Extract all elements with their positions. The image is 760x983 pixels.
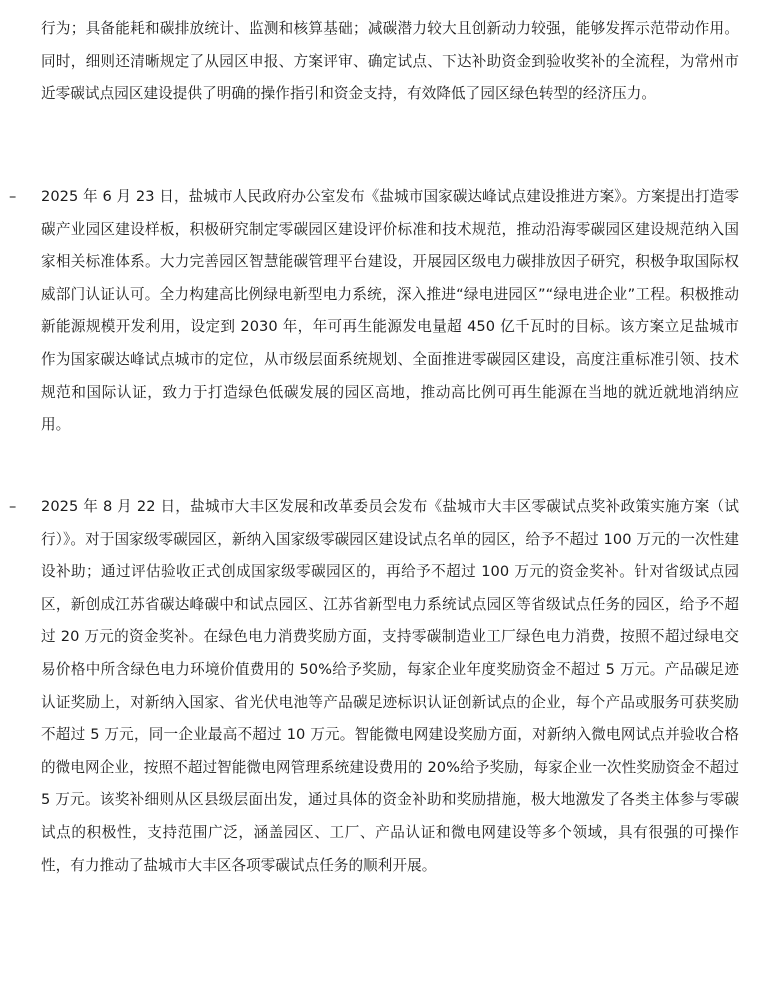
list-item-yancheng-plan: 2025 年 6 月 23 日，盐城市人民政府办公室发布《盐城市国家碳达峰试点建设推进方案》。方案提出打造零碳产业园区建设样板，积极研究制定零碳园区建设评价标准和技术规范，推动沿海零碳园区建设规范纳入国家相关标准体系。大力完善园区智慧能碳管理平台建设，开展园区级电力碳排放因子研究，积极争取国际权威部门认证认可。全力构建高比例绿电新型电力系统，深入推进“绿电进园区”“绿电进企业”工程。积极推动新能源规模开发利用，设定到 2030 年，年可再生能源发电量超 450 亿千瓦时的目标。该方案立足盐城市作为国家碳达峰试点城市的定位，从市级层面系统规划、全面推进零碳园区建设，高度注重标准引领、技术规范和国际认证，致力于打造绿色低碳发展的园区高地，推动高比例可再生能源在当地的就近就地消纳应用。 [41, 188, 739, 434]
continuation-paragraph: 行为；具备能耗和碳排放统计、监测和核算基础；减碳潜力较大且创新动力较强，能够发挥示范带动作用。同时，细则还清晰规定了从园区申报、方案评审、确定试点、下达补助资金到验收奖补的全流程，为常州市近零碳试点园区建设提供了明确的操作指引和资金支持，有效降低了园区绿色转型的经济压力。 [41, 20, 739, 103]
list-bullet-2: – [9, 498, 17, 515]
list-item-dafeng-subsidy: 2025 年 8 月 22 日，盐城市大丰区发展和改革委员会发布《盐城市大丰区零碳试点奖补政策实施方案（试行）》。对于国家级零碳园区，新纳入国家级零碳园区建设试点名单的园区，给予不超过 100 万元的一次性建设补助；通过评估验收正式创成国家级零碳园区的，再给予不超过 100 万元的资金奖补。针对省级试点园区，新创成江苏省碳达峰碳中和试点园区、江苏省新型电力系统试点园区等省级试点任务的园区，给予不超过 20 万元的资金奖补。在绿色电力消费奖励方面，支持零碳制造业工厂绿色电力消费，按照不超过绿电交易价格中所含绿色电力环境价值费用的 50%给予奖励，每家企业年度奖励资金不超过 5 万元。产品碳足迹认证奖励上，对新纳入国家、省光伏电池等产品碳足迹标识认证创新试点的企业，每个产品或服务可获奖励不超过 5 万元，同一企业最高不超过 10 万元。智能微电网建设奖励方面，对新纳入微电网试点并验收合格的微电网企业，按照不超过智能微电网管理系统建设费用的 20%给予奖励，每家企业一次性奖励资金不超过 5 万元。该奖补细则从区县级层面出发，通过具体的资金补助和奖励措施，极大地激发了各类主体参与零碳试点的积极性，支持范围广泛，涵盖园区、工厂、产品认证和微电网建设等多个领域，具有很强的可操作性，有力推动了盐城市大丰区各项零碳试点任务的顺利开展。 [41, 498, 739, 874]
list-bullet-1: – [9, 188, 17, 205]
